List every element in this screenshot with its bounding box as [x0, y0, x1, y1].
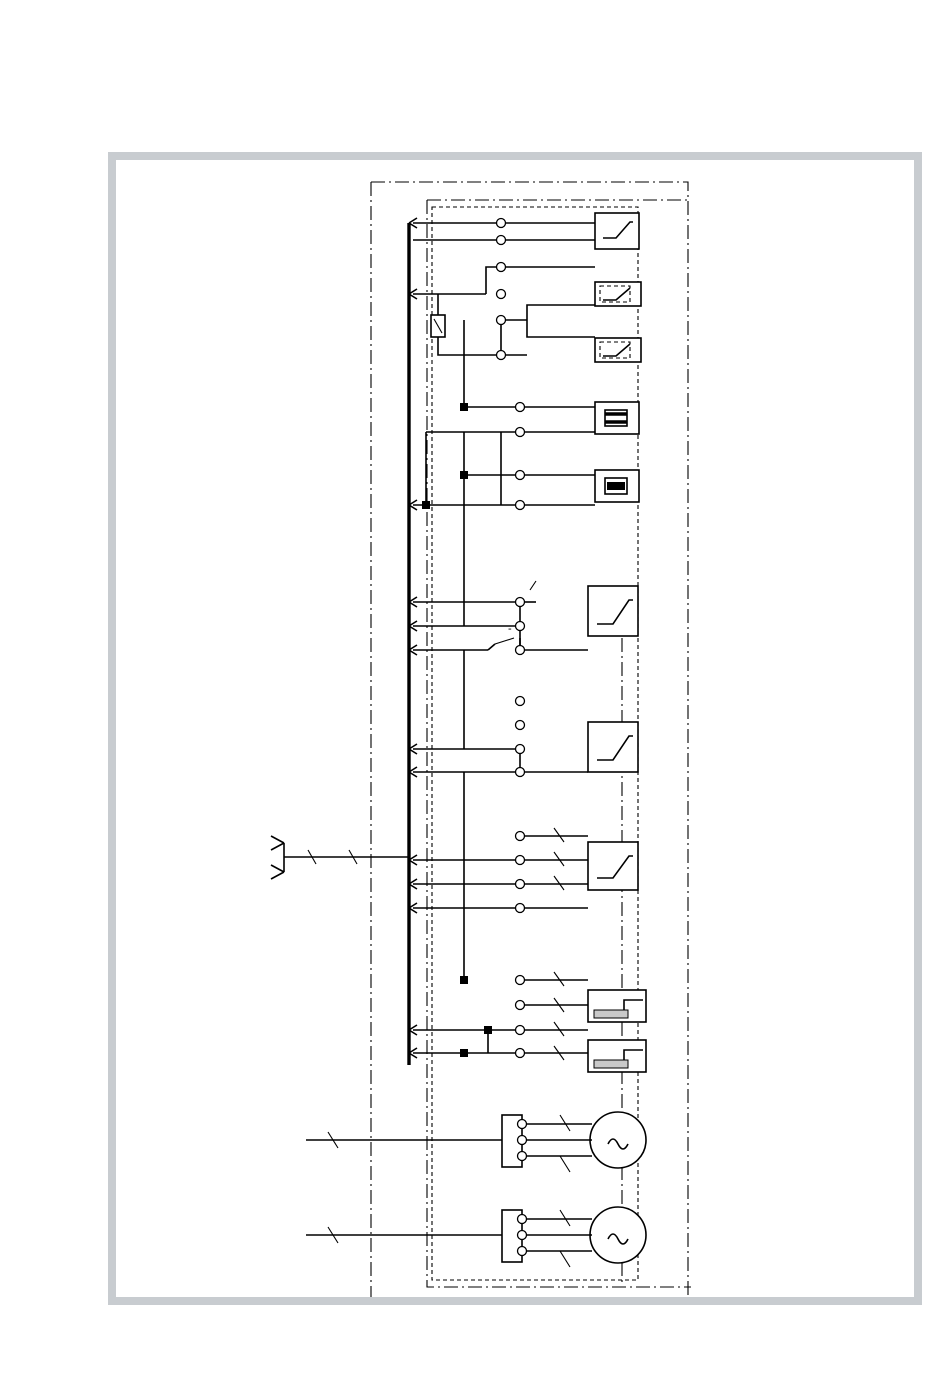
switch-box-3-wires — [413, 828, 588, 913]
diagram-frame — [108, 152, 922, 1305]
limit-switch-2 — [588, 1040, 646, 1072]
relay-coil-box-2-dashed — [595, 282, 641, 306]
switch-box-1 — [588, 586, 638, 636]
row1-wires — [413, 219, 595, 245]
row2-wires — [413, 263, 595, 360]
small-component-block — [431, 315, 445, 337]
svg-text:-: - — [508, 623, 512, 635]
switch-box-2 — [588, 722, 638, 772]
solenoid-valve-2 — [595, 470, 639, 502]
limit-switch-1 — [588, 990, 646, 1022]
ac-motor-1 — [306, 1112, 646, 1172]
ground-connector — [271, 836, 409, 879]
solenoid-valve-1 — [595, 402, 639, 434]
switch-box-2-wires — [413, 650, 588, 777]
solenoid-wires — [413, 320, 595, 510]
switch-box-3 — [588, 842, 638, 890]
relay-coil-box-1 — [595, 213, 639, 249]
terminal-rail-bus — [409, 218, 417, 1065]
relay-coil-box-3-dashed — [595, 338, 641, 362]
ac-motor-2 — [306, 1207, 646, 1267]
limit-switch-wires — [413, 772, 588, 1060]
wiring-schematic — [116, 160, 914, 1297]
